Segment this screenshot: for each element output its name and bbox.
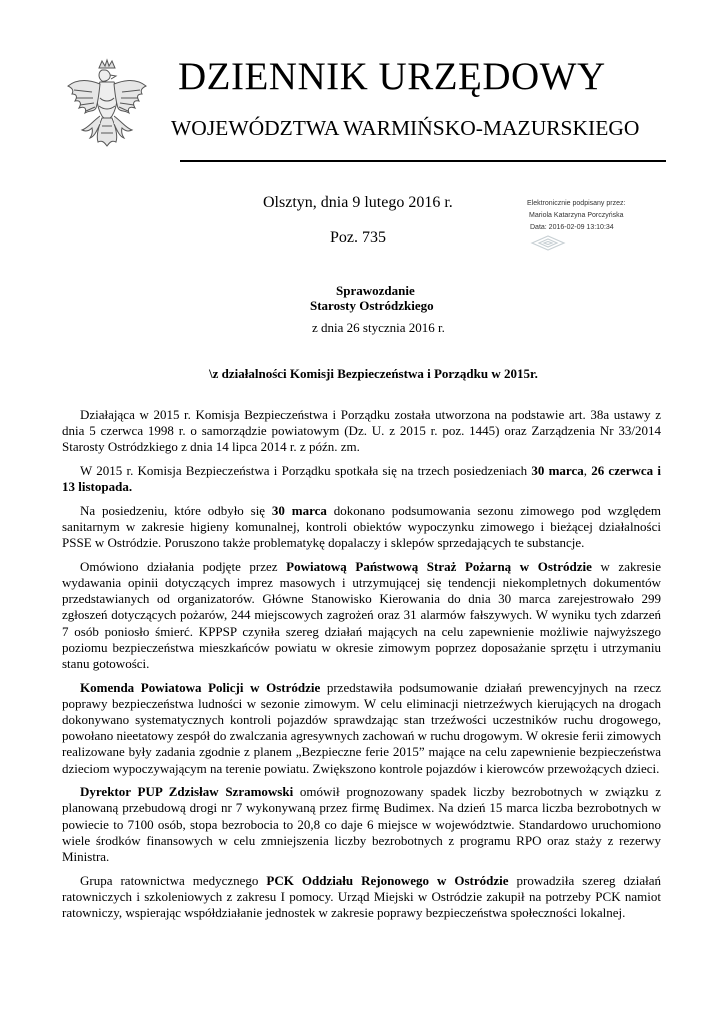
text-run: Działająca w 2015 r. Komisja Bezpieczeństwa i Porządku została utworzona na podstawie art. 38a ustawy z dnia 5 czerwca 1998 r. o samorządzie powiatowym (Dz. U. z 2015 r. poz. 1445) oraz Zarządzenia Nr 33/2014 Starosty Ostródzkiego z dnia 14 lipca 2014 r. z późn. zm. [62, 407, 661, 455]
paragraph [62, 784, 661, 865]
signature-signer: Mariola Katarzyna Porczyńska [529, 212, 624, 219]
position-number: Poz. 735 [330, 229, 386, 246]
text-run: , [583, 463, 592, 478]
bold-run: 30 marca [271, 502, 327, 518]
text-run: w zakresie wydawania opinii dotyczących imprez masowych i utrzymującej się tendencji niekompletnych dokumentów przedstawianych od organizatorów. Główne Stanowisko Kierowania do dnia 30 marca zarejestrowało 299 zgłoszeń dotyczących pożarów, 244 miejscowych zagrożeń oraz 31 alarmów fałszywych. W wyniku tych zdarzeń 7 osób poniosło śmierć. KPPSP czyniła szereg działań mających na celu zapewnienie możliwie najwyższego poziomu bezpieczeństwa mieszkańców powiatu w okresie zimowym poprzez doposażanie sprzętu i utrzymaniu stanu gotowości. [62, 558, 661, 672]
bold-run: 30 marca [531, 463, 584, 478]
document-type: Sprawozdanie [336, 283, 415, 298]
signature-check-icon [530, 235, 566, 251]
text-run: przedstawiła podsumowanie działań prewencyjnych na rzecz poprawy bezpieczeństwa ludności w sezonie zimowym. W celu eliminacji nietrzeźwych kierujących na drogach dokonywano systematycznych kontroli pojazdów sprawdzając stan trzeźwości uczestników ruchu drogowego, powołano nieetatowy zespół do zwalczania agresywnych zachowań w ruchu drogowym. W okresie ferii zimowych realizowane były zadania zgodnie z planem „Bezpieczne ferie 2015” mające na celu zapewnienie bezpieczeństwa dzieciom wypoczywającym na terenie powiatu. Zwiększono kontrole pojazdów i kierowców przewożących dzieci. [62, 679, 661, 776]
signature-date: Data: 2016-02-09 13:10:34 [530, 224, 614, 231]
white-eagle-emblem-icon [62, 58, 152, 166]
text-run: Na posiedzeniu, które odbyło się [80, 502, 272, 518]
text-run: omówił prognozowany spadek liczby bezrobotnych w związku z planowaną przebudową drogi nr 7 wykonywaną przez firmę Budimex. Na dzień 15 marca liczba bezrobotnych w powiecie to 7100 osób, stopa bezrobocia to 20,8 co daje 6 miejsce w województwie. Standardowo uruchomiono wiele środków finansowych w celu zmniejszenia liczby bezrobotnych z programu RPO oraz staży z rezerwy Ministra. [62, 784, 661, 865]
paragraph [62, 873, 661, 922]
masthead-divider [180, 160, 666, 162]
bold-run: 26 czerwca i 13 listopada. [62, 463, 661, 495]
text-run: W 2015 r. Komisja Bezpieczeństwa i Porządku spotkała się na trzech posiedzeniach [80, 463, 532, 478]
signature-label: Elektronicznie podpisany przez: [527, 200, 626, 207]
bold-run: Powiatową Państwową Straż Pożarną w Ostródzie [286, 558, 592, 574]
bold-run: Komenda Powiatowa Policji w Ostródzie [80, 679, 321, 695]
bold-run: PCK Oddziału Rejonowego w Ostródzie [266, 872, 509, 888]
paragraph [62, 680, 661, 777]
report-body [62, 407, 661, 929]
text-run: Grupa ratownictwa medycznego [80, 872, 267, 888]
text-run: prowadziła szereg działań ratowniczych i szkoleniowych z zakresu I pomocy. Urząd Miejski w Ostródzie zakupił na potrzeby PCK namiot ratowniczy, wspierając współdziałanie jednostek w zakresie poprawy bezpieczeństwa społeczności lokalnej. [62, 872, 662, 921]
document-subject: \z działalności Komisji Bezpieczeństwa i Porządku w 2015r. [209, 366, 538, 381]
document-date: z dnia 26 stycznia 2016 r. [312, 320, 445, 335]
document-author: Starosty Ostródzkiego [310, 298, 434, 313]
paragraph [62, 559, 661, 672]
text-run: dokonano podsumowania sezonu zimowego pod względem sanitarnym w zakresie higieny komunalnej, kontroli obiektów wypoczynku zimowego i bieżącej działalności PSSE w Ostródzie. Poruszono także problematykę dopalaczy i sklepów sprzedających te substancje. [62, 502, 661, 551]
date-line: Olsztyn, dnia 9 lutego 2016 r. [263, 194, 453, 211]
paragraph [62, 463, 661, 495]
masthead-title: DZIENNIK URZĘDOWY [178, 55, 606, 98]
masthead-subtitle: WOJEWÓDZTWA WARMIŃSKO-MAZURSKIEGO [171, 116, 640, 140]
paragraph [62, 407, 661, 456]
text-run: Omówiono działania podjęte przez [80, 558, 287, 574]
bold-run: Dyrektor PUP Zdzisław Szramowski [80, 784, 294, 800]
electronic-signature [527, 198, 625, 234]
paragraph [62, 503, 661, 552]
